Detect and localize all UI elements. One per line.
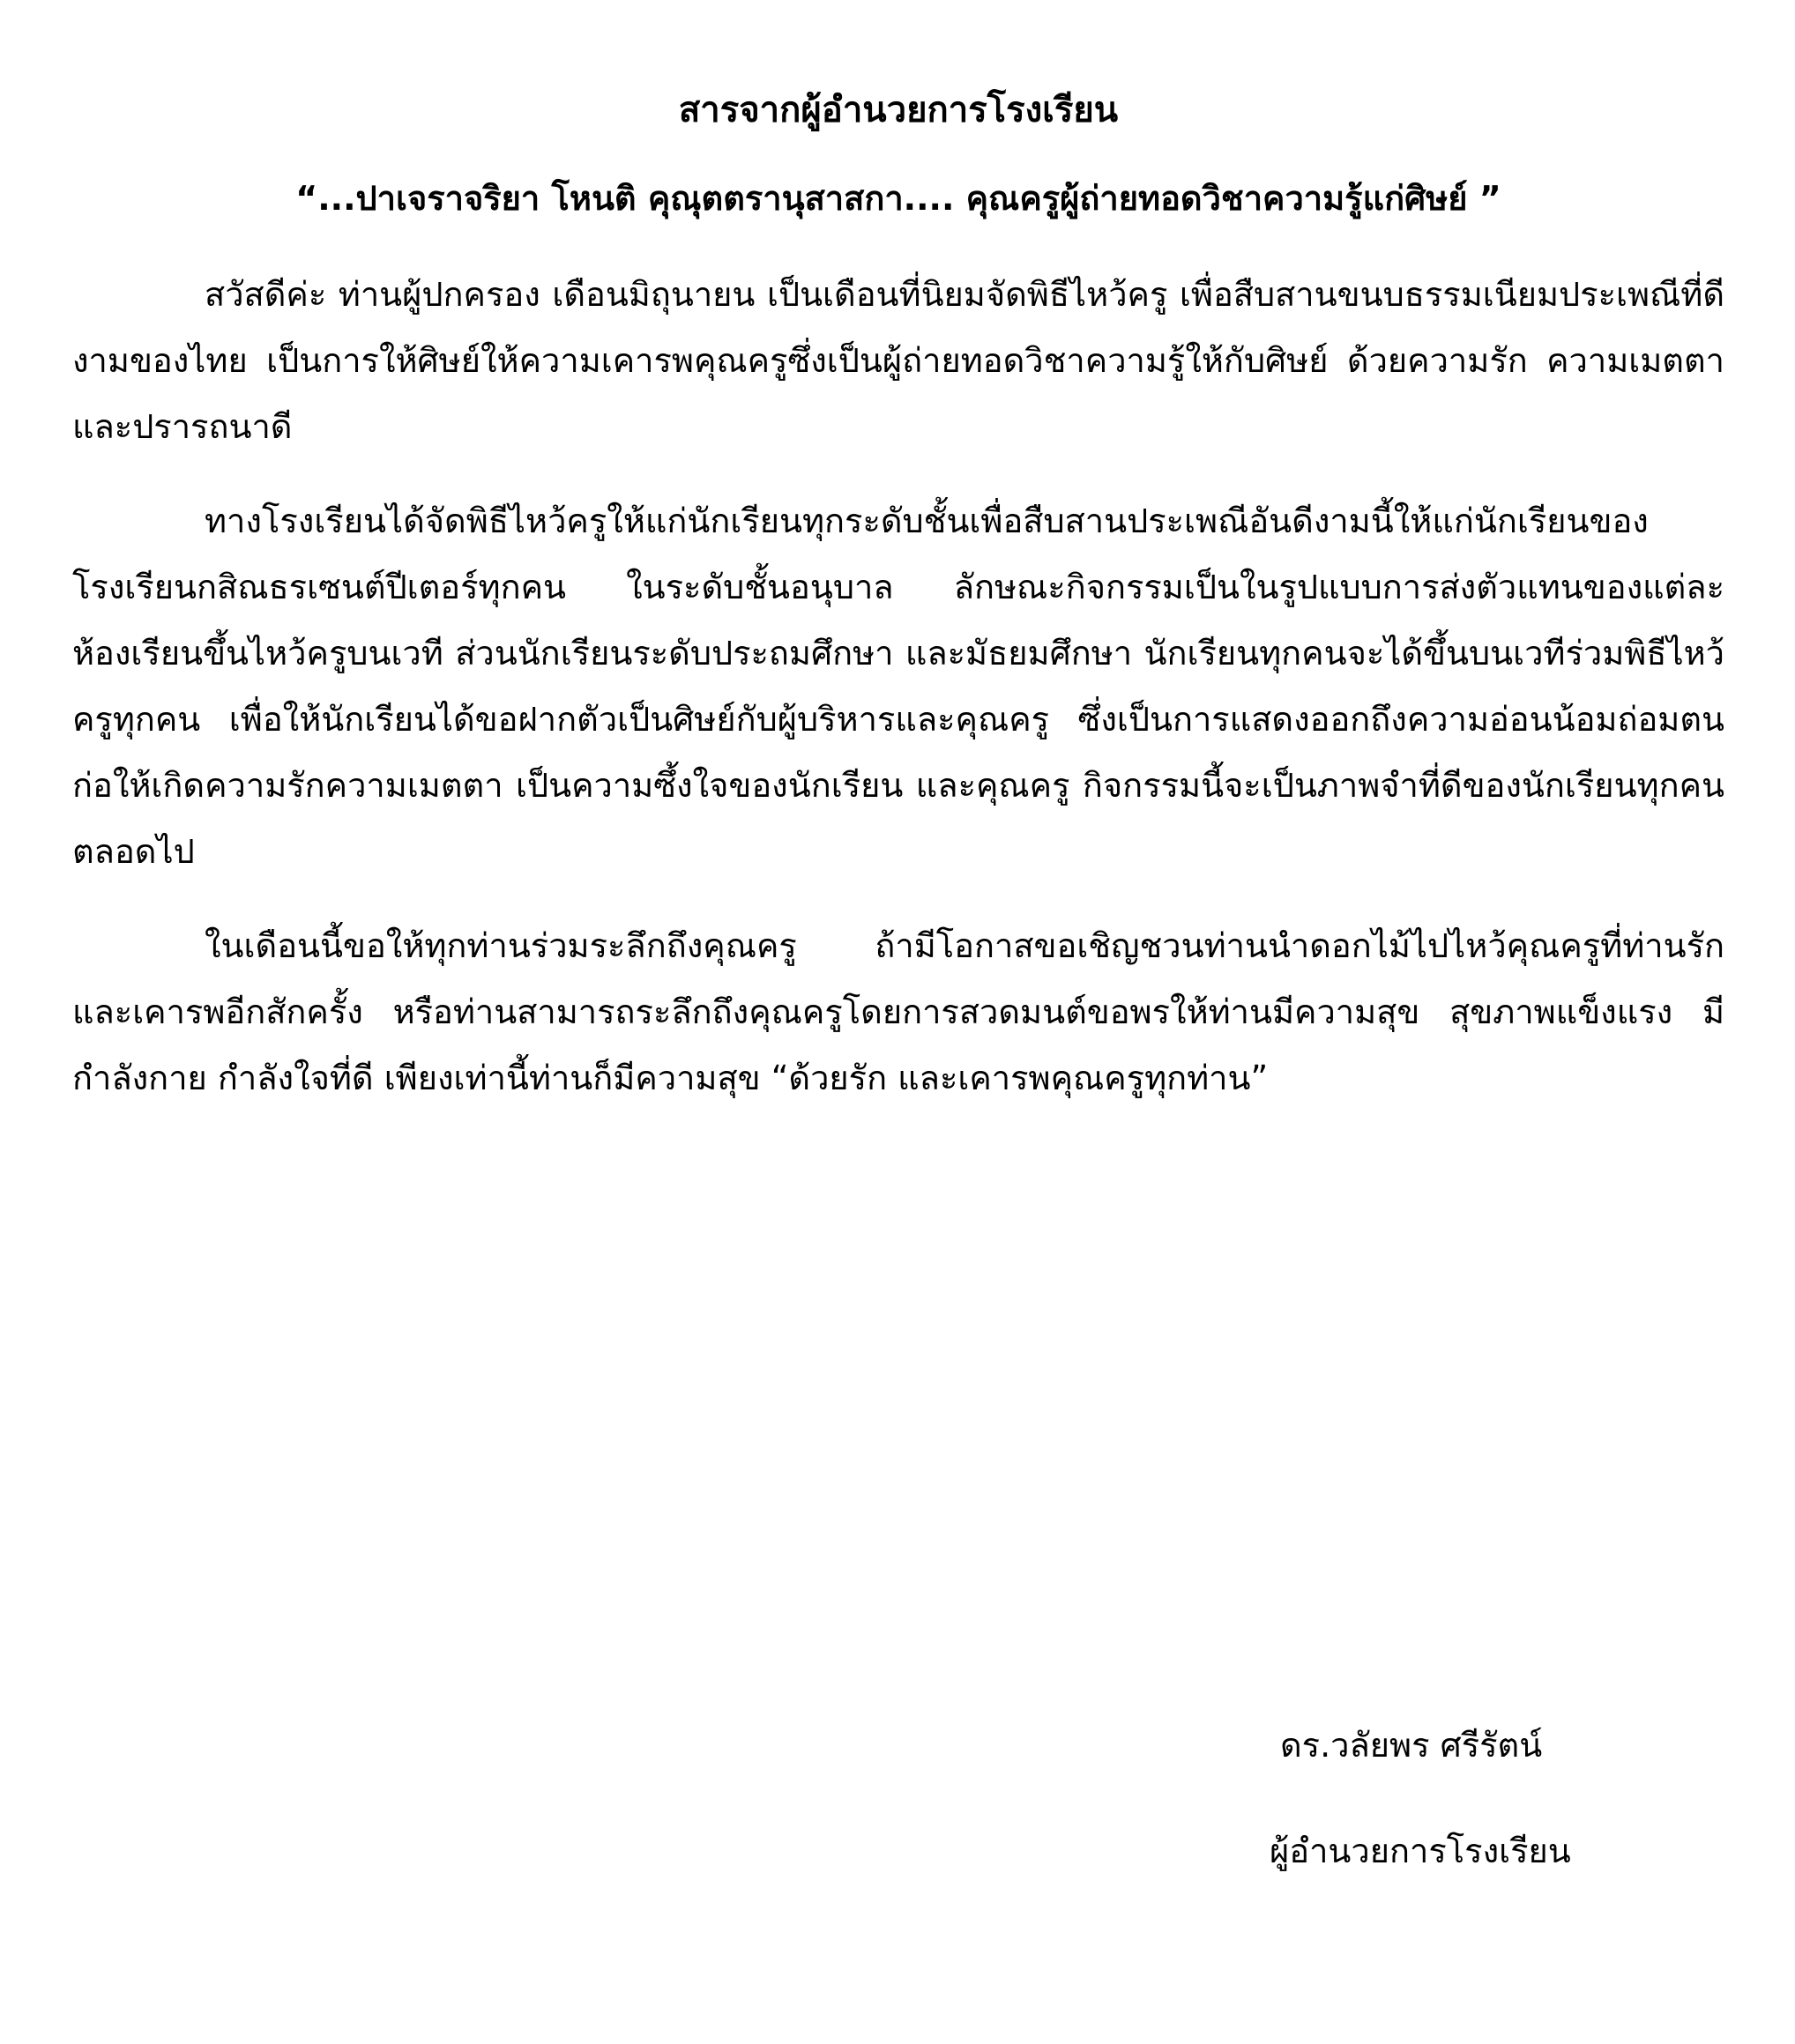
signature-block	[1270, 1719, 1571, 1877]
signature-position: ผู้อำนวยการโรงเรียน	[1270, 1832, 1571, 1870]
paragraph-closing: ในเดือนนี้ขอให้ทุกท่านร่วมระลึกถึงคุณครู ถ้ามีโอกาสขอเชิญชวนท่านนำดอกไม้ไปไหว้คุณครูที่ท่านรัก และเคารพอีกสักครั้ง หรือท่านสามารถระลึกถึงคุณครูโดยการสวดมนต์ขอพรให้ท่านมีความสุข สุขภาพแข็งแรง มีกำลังกาย กำลังใจที่ดี เพียงเท่านี้ท่านก็มีความสุข “ด้วยรัก และเคารพคุณครูทุกท่าน”	[72, 926, 1724, 1097]
opening-quote: “...ปาเจราจริยา โหนติ คุณุตตรานุสาสกา.... คุณครูผู้ถ่ายทอดวิชาความรู้แก่ศิษย์ ”	[295, 179, 1501, 218]
paragraph-greeting: สวัสดีค่ะ ท่านผู้ปกครอง เดือนมิถุนายน เป็นเดือนที่นิยมจัดพิธีไหว้ครู เพื่อสืบสานขนบธรรมเนียมประเพณีที่ดีงามของไทย เป็นการให้ศิษย์ให้ความเคารพคุณครูซึ่งเป็นผู้ถ่ายทอดวิชาความรู้ให้กับศิษย์ ด้วยความรัก ความเมตตา และปรารถนาดี	[72, 275, 1724, 446]
signature-name: ดร.วลัยพร ศรีรัตน์	[1280, 1726, 1543, 1765]
paragraph-ceremony: ทางโรงเรียนได้จัดพิธีไหว้ครูให้แก่นักเรียนทุกระดับชั้นเพื่อสืบสานประเพณีอันดีงามนี้ให้แก่นักเรียนของโรงเรียนกสิณธรเซนต์ปีเตอร์ทุกคน ในระดับชั้นอนุบาล ลักษณะกิจกรรมเป็นในรูปแบบการส่งตัวแทนของแต่ละห้องเรียนขึ้นไหว้ครูบนเวที ส่วนนักเรียนระดับประถมศึกษา และมัธยมศึกษา นักเรียนทุกคนจะได้ขึ้นบนเวทีร่วมพิธีไหว้ครูทุกคน เพื่อให้นักเรียนได้ขอฝากตัวเป็นศิษย์กับผู้บริหารและคุณครู ซึ่งเป็นการแสดงออกถึงความอ่อนน้อมถ่อมตน ก่อให้เกิดความรักความเมตตา เป็นความซึ้งใจของนักเรียน และคุณครู กิจกรรมนี้จะเป็นภาพจำที่ดีของนักเรียนทุกคนตลอดไป	[72, 502, 1724, 871]
page-title: สารจากผู้อำนวยการโรงเรียน	[678, 90, 1119, 130]
